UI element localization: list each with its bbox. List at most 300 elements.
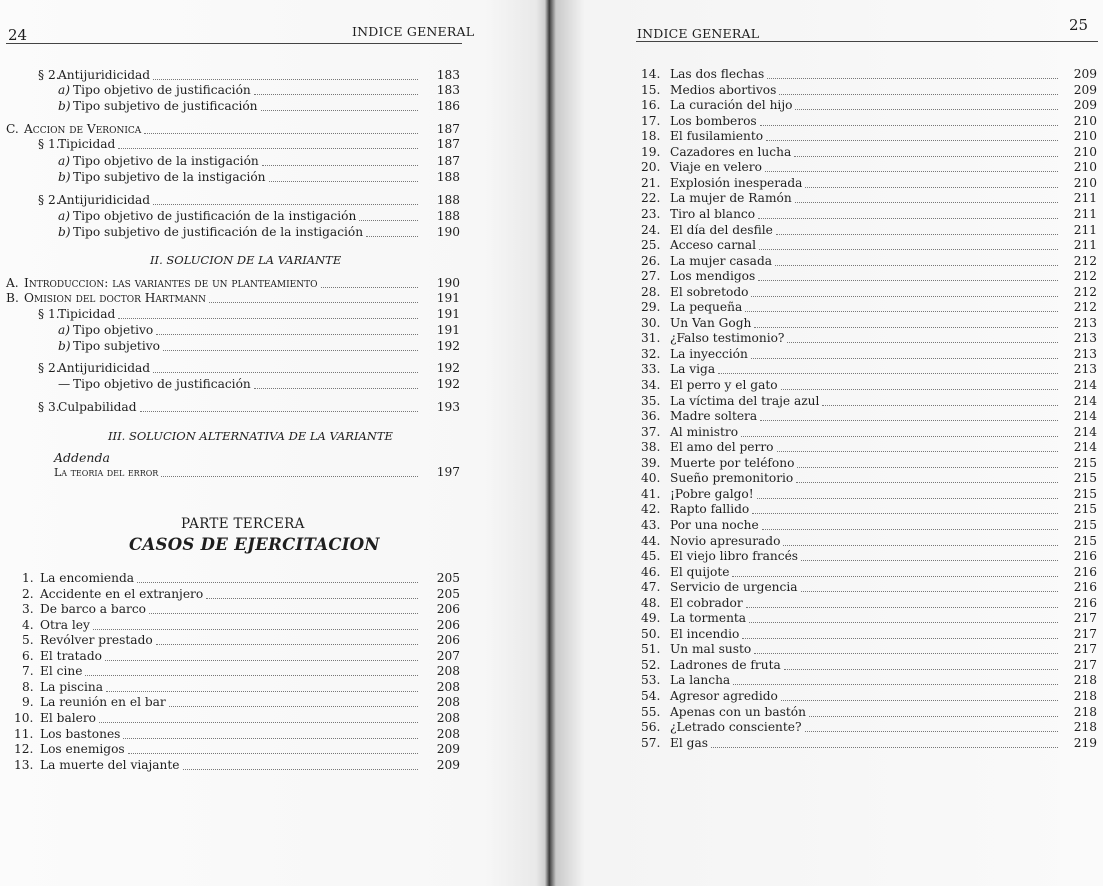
toc-entry	[0, 291, 470, 306]
entry-number: § 3.	[38, 400, 60, 414]
toc-entry	[548, 456, 1103, 471]
entry-title: Introduccion: las variantes de un planteamiento	[24, 276, 318, 290]
dot-leader	[822, 405, 1058, 406]
entry-number: 31.	[641, 331, 661, 346]
entry-title: La mujer casada	[670, 253, 773, 268]
entry-number: 48.	[641, 595, 661, 610]
entry-number: 15.	[641, 82, 661, 97]
entry-title: La muerte del viajante	[40, 757, 180, 772]
dot-leader	[156, 334, 418, 335]
dot-leader	[140, 411, 418, 412]
entry-title: El gas	[670, 735, 708, 750]
entry-number: § 1.	[38, 307, 60, 321]
toc-entry	[548, 98, 1103, 113]
entry-page-number: 217	[1073, 657, 1097, 672]
entry-title: Tipo objetivo de justificación de la instigación	[73, 209, 357, 223]
dot-leader	[144, 133, 418, 134]
entry-title: Las dos flechas	[670, 67, 765, 81]
dot-leader	[759, 249, 1058, 250]
toc-entry	[0, 602, 470, 617]
entry-page-number: 191	[436, 307, 460, 321]
entry-page-number: 212	[1073, 284, 1097, 299]
dot-leader	[751, 296, 1058, 297]
toc-entry	[548, 269, 1103, 284]
entry-page-number: 193	[436, 400, 460, 414]
entry-title: Tipo objetivo	[73, 323, 154, 337]
entry-page-number: 208	[436, 695, 460, 710]
dot-leader	[767, 78, 1058, 79]
entry-title: Por una noche	[670, 517, 759, 532]
dot-leader	[775, 265, 1058, 266]
toc-entry	[0, 377, 470, 392]
dot-leader	[359, 220, 418, 221]
toc-entry	[548, 67, 1103, 82]
toc-entry	[0, 83, 470, 98]
entry-title: ¿Falso testimonio?	[670, 331, 785, 346]
dot-leader	[106, 691, 418, 692]
toc-entry	[548, 565, 1103, 580]
entry-page-number: 206	[436, 602, 460, 617]
entry-page-number: 207	[436, 648, 460, 663]
entry-page-number: 190	[436, 225, 460, 239]
dot-leader	[781, 389, 1058, 390]
entry-title: La inyección	[670, 346, 748, 361]
entry-number: 37.	[641, 424, 661, 439]
entry-title: Revólver prestado	[40, 633, 153, 648]
entry-title: La piscina	[40, 679, 104, 694]
toc-entry	[548, 518, 1103, 533]
entry-page-number: 188	[436, 209, 460, 223]
dot-leader	[161, 476, 418, 477]
entry-page-number: 192	[436, 361, 460, 375]
entry-number: 8.	[22, 679, 34, 694]
entry-page-number: 214	[1073, 378, 1097, 392]
toc-entry	[548, 145, 1103, 160]
dot-leader	[801, 560, 1058, 561]
entry-number: 45.	[641, 549, 661, 564]
toc-entry	[0, 361, 470, 376]
entry-title: Los mendigos	[670, 269, 756, 284]
entry-page-number: 191	[436, 291, 460, 305]
toc-entry	[0, 649, 470, 664]
entry-title: Accion de Veronica	[24, 122, 142, 136]
entry-title: Otra ley	[40, 617, 90, 632]
entry-number: 55.	[641, 704, 661, 719]
entry-title: Un Van Gogh	[670, 315, 752, 330]
dot-leader	[718, 373, 1058, 374]
toc-entry	[548, 378, 1103, 393]
dot-leader	[741, 436, 1058, 437]
toc-entry	[548, 394, 1103, 409]
entry-title: Tipicidad	[58, 307, 116, 321]
dot-leader	[137, 582, 418, 583]
entry-page-number: 212	[1073, 269, 1097, 284]
dot-leader	[321, 287, 418, 288]
entry-page-number: 213	[1073, 331, 1097, 346]
toc-entry	[548, 580, 1103, 595]
entry-page-number: 188	[436, 193, 460, 207]
dot-leader	[269, 181, 418, 182]
entry-title: Medios abortivos	[670, 82, 777, 97]
entry-title: El amo del perro	[670, 440, 774, 455]
dot-leader	[732, 576, 1058, 577]
toc-entry	[548, 223, 1103, 238]
toc-entry	[0, 170, 470, 185]
entry-number: § 2.	[38, 68, 60, 82]
entry-title: El cine	[40, 664, 83, 679]
toc-entry	[548, 254, 1103, 269]
entry-page-number: 211	[1073, 191, 1097, 206]
toc-entry	[548, 238, 1103, 253]
dot-leader	[99, 722, 418, 723]
toc-entry	[548, 673, 1103, 688]
toc-entry	[0, 695, 470, 710]
entry-page-number: 187	[436, 122, 460, 136]
entry-page-number: 215	[1073, 486, 1097, 501]
header-rule	[636, 41, 1098, 42]
toc-entry	[0, 400, 470, 415]
dot-leader	[156, 644, 418, 645]
entry-title: Los enemigos	[40, 742, 125, 757]
dot-leader	[754, 327, 1058, 328]
toc-entry	[548, 440, 1103, 455]
entry-page-number: 210	[1073, 129, 1097, 144]
entry-page-number: 214	[1073, 393, 1097, 408]
entry-title: Tipo objetivo de justificación	[73, 83, 251, 97]
dot-leader	[169, 706, 418, 707]
entry-title: Tipo objetivo de justificación	[73, 377, 251, 391]
entry-number: 32.	[641, 346, 661, 361]
entry-title: La víctima del traje azul	[670, 393, 820, 408]
toc-entry	[548, 549, 1103, 564]
section-heading	[108, 429, 393, 443]
entry-title: Un mal susto	[670, 642, 752, 657]
entry-number: § 2.	[38, 193, 60, 207]
entry-page-number: 206	[436, 633, 460, 648]
dot-leader	[254, 388, 418, 389]
entry-title: El balero	[40, 710, 97, 725]
entry-number: 42.	[641, 502, 661, 517]
entry-number: 12.	[14, 742, 34, 757]
entry-page-number: 205	[436, 586, 460, 601]
entry-title: Tipo subjetivo	[73, 339, 160, 353]
entry-page-number: 218	[1073, 720, 1097, 735]
entry-page-number: 211	[1073, 206, 1097, 221]
dot-leader	[758, 280, 1058, 281]
entry-number: 40.	[641, 471, 661, 486]
page-number: 24	[8, 26, 28, 44]
entry-number: 49.	[641, 611, 661, 626]
toc-entry	[0, 154, 470, 169]
dot-leader	[745, 311, 1058, 312]
entry-number: 18.	[641, 129, 661, 144]
dot-leader	[760, 125, 1058, 126]
entry-number: 16.	[641, 98, 661, 113]
entry-number: 29.	[641, 300, 661, 315]
entry-title: Agresor agredido	[670, 689, 778, 703]
dot-leader	[153, 372, 418, 373]
entry-title: La mujer de Ramón	[670, 191, 792, 206]
entry-title: El cobrador	[670, 595, 743, 610]
left-page	[0, 0, 540, 886]
toc-entry	[548, 191, 1103, 206]
toc-entry	[0, 209, 470, 224]
entry-page-number: 216	[1073, 564, 1097, 579]
running-header: INDICE GENERAL	[637, 26, 760, 41]
entry-number: 54.	[641, 689, 661, 703]
toc-entry	[0, 664, 470, 679]
addenda-label: Addenda	[54, 450, 110, 465]
entry-title: Novio apresurado	[670, 533, 781, 548]
dot-leader	[749, 622, 1058, 623]
entry-title: Cazadores en lucha	[670, 144, 792, 159]
toc-entry	[548, 425, 1103, 440]
entry-title: El viejo libro francés	[670, 549, 799, 564]
entry-number: 53.	[641, 673, 661, 688]
entry-title: Los bastones	[40, 726, 121, 741]
entry-title: Explosión inesperada	[670, 175, 803, 190]
dot-leader	[254, 94, 418, 95]
dot-leader	[123, 738, 418, 739]
entry-page-number: 213	[1073, 315, 1097, 330]
part-title: CASOS DE EJERCITACION	[129, 535, 380, 554]
entry-number: 43.	[641, 517, 661, 532]
entry-number: 52.	[641, 657, 661, 672]
dot-leader	[794, 156, 1058, 157]
toc-entry	[0, 711, 470, 726]
entry-page-number: 211	[1073, 222, 1097, 237]
dot-leader	[784, 669, 1058, 670]
entry-page-number: 215	[1073, 471, 1097, 486]
entry-number: 35.	[641, 393, 661, 408]
entry-page-number: 209	[436, 757, 460, 772]
entry-title: Ladrones de fruta	[670, 657, 781, 672]
entry-number: § 2.	[38, 361, 60, 375]
toc-entry	[0, 323, 470, 338]
dot-leader	[781, 700, 1058, 701]
entry-page-number: 211	[1073, 238, 1097, 253]
entry-title: Apenas con un bastón	[670, 704, 806, 719]
entry-page-number: 214	[1073, 440, 1097, 455]
entry-title: La teoria del error	[54, 466, 159, 479]
toc-entry	[548, 409, 1103, 424]
entry-number: 17.	[641, 113, 661, 128]
entry-title: ¡Pobre galgo!	[670, 486, 754, 501]
part-label: PARTE TERCERA	[181, 516, 305, 532]
entry-number: 7.	[22, 664, 34, 679]
dot-leader	[776, 234, 1058, 235]
entry-title: Tiro al blanco	[670, 206, 756, 221]
entry-number: C.	[6, 122, 19, 136]
toc-entry	[548, 611, 1103, 626]
toc-entry	[548, 471, 1103, 486]
toc-entry	[0, 727, 470, 742]
dot-leader	[206, 598, 418, 599]
toc-entry	[0, 742, 470, 757]
dot-leader	[757, 498, 1058, 499]
entry-title: El sobretodo	[670, 284, 749, 299]
dot-leader	[209, 302, 418, 303]
toc-entry	[548, 129, 1103, 144]
entry-page-number: 215	[1073, 455, 1097, 470]
entry-title: La encomienda	[40, 571, 135, 585]
dot-leader	[805, 731, 1058, 732]
entry-title: Acceso carnal	[670, 238, 757, 253]
dot-leader	[751, 358, 1058, 359]
entry-number: 14.	[641, 67, 661, 81]
entry-title: Los bomberos	[670, 113, 757, 128]
entry-title: La pequeña	[670, 300, 743, 315]
entry-title: Viaje en velero	[670, 160, 762, 175]
entry-number: b)	[58, 339, 71, 353]
entry-title: Servicio de urgencia	[670, 580, 798, 595]
entry-number: 47.	[641, 580, 661, 595]
toc-entry	[548, 487, 1103, 502]
dot-leader	[779, 94, 1058, 95]
entry-title: Muerte por teléfono	[670, 455, 795, 470]
toc-entry	[548, 502, 1103, 517]
entry-page-number: 210	[1073, 144, 1097, 159]
dot-leader	[742, 638, 1058, 639]
dot-leader	[85, 675, 418, 676]
entry-page-number: 216	[1073, 580, 1097, 595]
dot-leader	[118, 148, 418, 149]
entry-number: 57.	[641, 735, 661, 750]
toc-entry	[548, 689, 1103, 704]
dot-leader	[262, 165, 418, 166]
dot-leader	[163, 350, 418, 351]
page-number: 25	[1069, 16, 1089, 34]
toc-entry	[548, 114, 1103, 129]
dot-leader	[795, 109, 1058, 110]
entry-number: 24.	[641, 222, 661, 237]
entry-page-number: 210	[1073, 160, 1097, 175]
entry-page-number: 218	[1073, 689, 1097, 703]
dot-leader	[261, 110, 418, 111]
dot-leader	[746, 607, 1058, 608]
toc-entry	[548, 285, 1103, 300]
entry-title: Antijuridicidad	[58, 68, 151, 82]
entry-page-number: 188	[436, 170, 460, 184]
entry-page-number: 210	[1073, 113, 1097, 128]
entry-page-number: 183	[436, 83, 460, 97]
entry-title: Tipicidad	[58, 137, 116, 151]
entry-title: La lancha	[670, 673, 731, 688]
entry-number: 23.	[641, 206, 661, 221]
entry-title: Al ministro	[670, 424, 739, 439]
entry-page-number: 217	[1073, 611, 1097, 626]
entry-title: El perro y el gato	[670, 378, 778, 392]
entry-page-number: 209	[436, 742, 460, 757]
entry-page-number: 219	[1073, 735, 1097, 750]
toc-entry	[0, 618, 470, 633]
toc-entry	[548, 207, 1103, 222]
entry-page-number: 190	[436, 276, 460, 290]
entry-title: El quijote	[670, 564, 730, 579]
entry-page-number: 191	[436, 323, 460, 337]
dot-leader	[149, 613, 418, 614]
entry-number: § 1.	[38, 137, 60, 151]
entry-page-number: 208	[436, 710, 460, 725]
toc-entry	[548, 347, 1103, 362]
entry-title: Antijuridicidad	[58, 193, 151, 207]
entry-page-number: 213	[1073, 362, 1097, 377]
entry-title: La reunión en el bar	[40, 695, 166, 710]
toc-entry	[548, 83, 1103, 98]
entry-number: 1.	[22, 571, 34, 585]
dot-leader	[711, 747, 1058, 748]
entry-page-number: 209	[1073, 82, 1097, 97]
toc-entry	[548, 176, 1103, 191]
entry-title: Tipo subjetivo de justificación	[73, 99, 258, 113]
entry-number: 20.	[641, 160, 661, 175]
entry-number: 10.	[14, 710, 34, 725]
entry-title: La curación del hijo	[670, 98, 793, 113]
dot-leader	[795, 202, 1058, 203]
entry-page-number: 212	[1073, 300, 1097, 315]
toc-entry	[548, 362, 1103, 377]
entry-title: El incendio	[670, 626, 740, 641]
entry-number: 33.	[641, 362, 661, 377]
toc-entry	[548, 534, 1103, 549]
entry-title: ¿Letrado consciente?	[670, 720, 802, 735]
toc-entry	[0, 122, 470, 137]
section-heading-text: II. SOLUCION DE LA VARIANTE	[150, 253, 342, 267]
entry-number: —	[58, 377, 71, 391]
entry-title: Sueño premonitorio	[670, 471, 794, 486]
entry-page-number: 215	[1073, 517, 1097, 532]
entry-number: 44.	[641, 533, 661, 548]
dot-leader	[783, 545, 1058, 546]
dot-leader	[805, 187, 1058, 188]
entry-page-number: 205	[436, 571, 460, 585]
toc-entry	[0, 680, 470, 695]
entry-number: a)	[58, 323, 71, 337]
entry-number: b)	[58, 99, 71, 113]
entry-number: 6.	[22, 648, 34, 663]
dot-leader	[796, 482, 1058, 483]
entry-number: 38.	[641, 440, 661, 455]
entry-page-number: 212	[1073, 253, 1097, 268]
toc-entry	[548, 331, 1103, 346]
dot-leader	[118, 318, 418, 319]
toc-entry	[548, 642, 1103, 657]
entry-number: 34.	[641, 378, 661, 392]
entry-number: 27.	[641, 269, 661, 284]
entry-page-number: 215	[1073, 502, 1097, 517]
header-rule	[6, 43, 462, 44]
toc-entry	[0, 571, 470, 586]
entry-page-number: 217	[1073, 626, 1097, 641]
entry-number: 5.	[22, 633, 34, 648]
entry-title: Madre soltera	[670, 409, 758, 424]
entry-number: A.	[6, 276, 19, 290]
entry-number: 50.	[641, 626, 661, 641]
dot-leader	[766, 140, 1058, 141]
toc-entry	[0, 465, 470, 480]
section-heading-text: III. SOLUCION ALTERNATIVA DE LA VARIANTE	[108, 429, 393, 443]
toc-entry	[548, 705, 1103, 720]
dot-leader	[754, 653, 1058, 654]
entry-number: 9.	[22, 695, 34, 710]
toc-entry	[548, 658, 1103, 673]
dot-leader	[760, 420, 1058, 421]
entry-page-number: 209	[1073, 98, 1097, 113]
dot-leader	[809, 716, 1058, 717]
section-heading	[150, 253, 341, 267]
entry-number: 3.	[22, 602, 34, 617]
entry-page-number: 208	[436, 726, 460, 741]
